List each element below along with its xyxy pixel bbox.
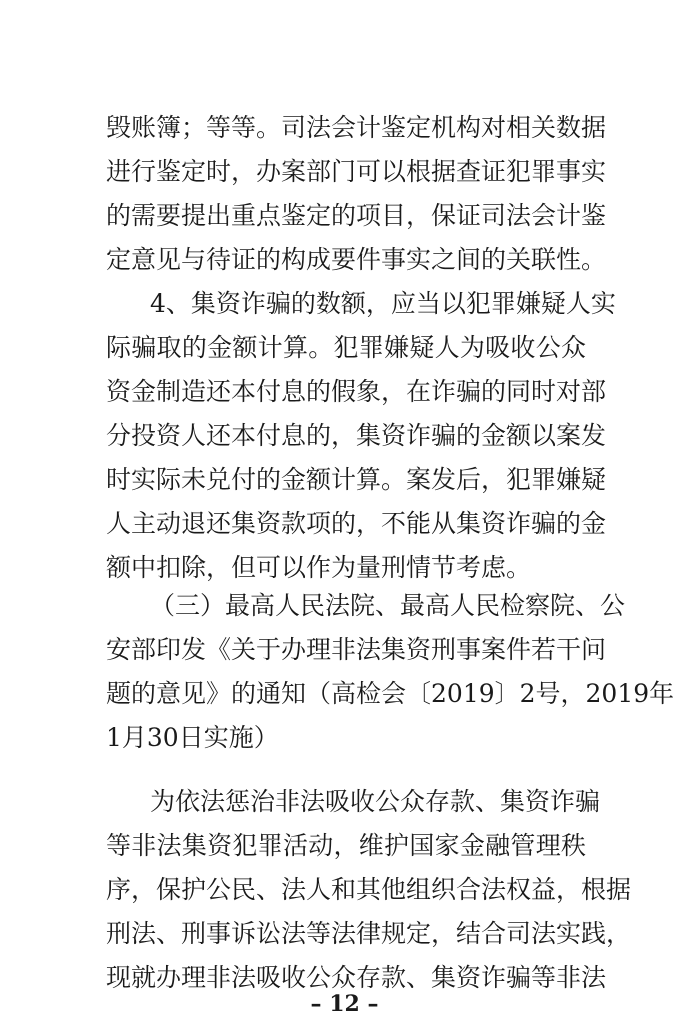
text-line: 际骗取的金额计算。犯罪嫌疑人为吸收公众 <box>106 333 586 362</box>
text-line: 毁账簿；等等。司法会计鉴定机构对相关数据 <box>106 113 607 142</box>
text-line: 刑法、刑事诉讼法等法律规定，结合司法实践， <box>106 919 632 948</box>
heading-line: 题的意见》的通知（高检会〔2019〕2号，2019年 <box>106 679 675 708</box>
text-line: 时实际未兑付的金额计算。案发后，犯罪嫌疑 <box>106 465 607 494</box>
text-line: 人主动退还集资款项的，不能从集资诈骗的金 <box>106 509 607 538</box>
text-line: 分投资人还本付息的，集资诈骗的金额以案发 <box>106 421 607 450</box>
text-line: 序，保护公民、法人和其他组织合法权益，根据 <box>106 875 632 904</box>
text-line: 资金制造还本付息的假象，在诈骗的同时对部 <box>106 377 607 406</box>
heading-line: （三）最高人民法院、最高人民检察院、公 <box>150 591 626 620</box>
text-line: 为依法惩治非法吸收公众存款、集资诈骗 <box>150 787 601 816</box>
heading-line: 安部印发《关于办理非法集资刑事案件若干问 <box>106 635 607 664</box>
text-line: 定意见与待证的构成要件事实之间的关联性。 <box>106 245 607 274</box>
text-line: 4、集资诈骗的数额，应当以犯罪嫌疑人实 <box>150 289 616 318</box>
text-line: 进行鉴定时，办案部门可以根据查证犯罪事实 <box>106 157 607 186</box>
text-line: 的需要提出重点鉴定的项目，保证司法会计鉴 <box>106 201 607 230</box>
heading-line: 1月30日实施） <box>106 723 279 752</box>
text-line: 等非法集资犯罪活动，维护国家金融管理秩 <box>106 831 586 860</box>
page-number: – 12 – <box>310 991 379 1017</box>
text-line: 现就办理非法吸收公众存款、集资诈骗等非法 <box>106 963 607 992</box>
text-line: 额中扣除，但可以作为量刑情节考虑。 <box>106 553 532 582</box>
